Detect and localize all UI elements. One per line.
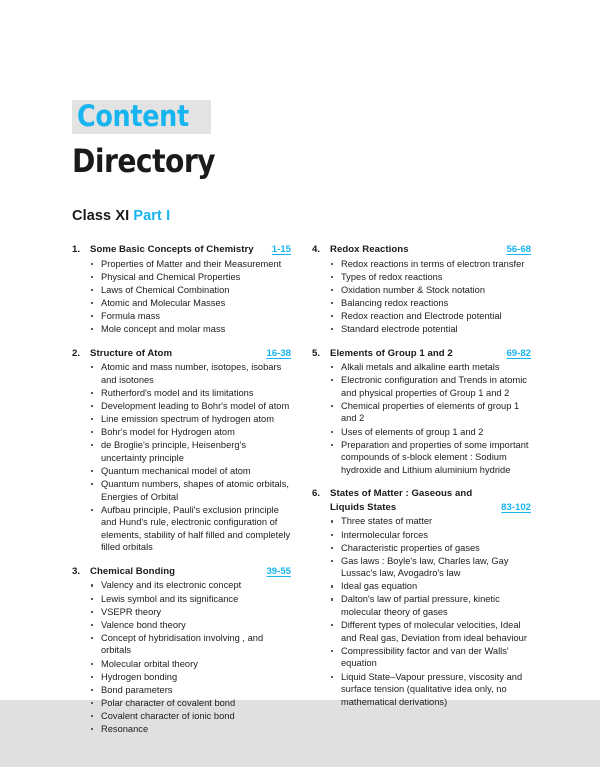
topic-item[interactable] [90,632,291,657]
topic-item[interactable] [90,426,291,439]
bullet-icon [331,534,333,536]
chapter-number: 3. [72,565,81,577]
chapter-header[interactable] [72,243,291,257]
topic-item[interactable] [90,710,291,723]
bullet-icon [91,483,93,485]
topic-item[interactable] [90,310,291,323]
topic-item[interactable] [330,580,531,593]
topic-label: Mole concept and molar mass [101,323,226,334]
bullet-icon [91,405,93,407]
topic-item[interactable] [90,697,291,710]
bullet-icon [331,431,333,433]
topic-label: Quantum mechanical model of atom [101,465,251,476]
bullet-icon [331,444,333,446]
topic-item[interactable] [330,271,531,284]
topic-label: Bohr's model for Hydrogen atom [101,427,235,438]
topic-label: Properties of Matter and their Measurement [101,258,282,269]
page-title-content: Content [77,99,189,133]
chapter-page-range[interactable]: 83-102 [501,501,531,513]
topic-item[interactable] [330,426,531,439]
topic-label: Rutherford's model and its limitations [101,387,254,398]
chapter-header[interactable] [312,243,531,257]
class-subtitle [72,208,532,224]
bullet-icon [91,509,93,511]
topic-item[interactable] [330,284,531,297]
chapter-title-area [90,565,291,579]
chapter-page-range[interactable]: 39-55 [266,565,291,577]
bullet-icon [331,650,333,652]
topic-item[interactable] [90,387,291,400]
topic-item[interactable] [330,619,531,644]
chapter-title: Redox Reactions [330,244,409,255]
topic-label: Polar character of covalent bond [101,697,236,708]
topic-label: Three states of matter [341,516,433,527]
topic-label: Oxidation number & Stock notation [341,284,485,295]
bullet-icon [91,302,93,304]
bullet-icon [91,689,93,691]
topic-label: Aufbau principle, Pauli's exclusion principle and Hund's rule, electronic configuration of elements, stability of half filled and completely filled orbitals [101,504,291,553]
part-label: Part I [133,208,171,224]
topic-label: Quantum numbers, shapes of atomic orbitals, Energies of Orbital [101,478,290,502]
topic-label: Valency and its electronic concept [101,580,242,591]
chapter-number: 1. [72,244,81,255]
bullet-icon [331,624,333,626]
bullet-icon [331,302,333,304]
chapter-header[interactable] [312,347,531,361]
class-label: Class XI [72,208,130,224]
topic-item[interactable] [90,504,291,554]
chapter-title-area [90,243,291,257]
topic-item[interactable] [90,323,291,336]
bullet-icon [331,547,333,549]
topic-item[interactable] [330,374,531,399]
bullet-icon [91,611,93,613]
bullet-icon [331,585,333,587]
bullet-icon [331,366,333,368]
chapter-topic-list [312,515,531,708]
topic-item[interactable] [90,413,291,426]
chapter-topic-list [72,258,291,336]
toc-column-right [312,243,531,709]
topic-label: Laws of Chemical Combination [101,284,230,295]
chapter-title: Chemical Bonding [90,565,176,577]
topic-label: Line emission spectrum of hydrogen atom [101,413,274,424]
topic-label: Gas laws : Boyle's law, Charles law, Gay Lussac's law, Avogadro's law [341,555,509,579]
bullet-icon [91,676,93,678]
bullet-icon [331,276,333,278]
chapter-topic-list [312,361,531,476]
chapter-title-line-2: Liquids States [330,501,397,513]
bullet-icon [91,418,93,420]
bullet-icon [331,289,333,291]
bullet-icon [331,405,333,407]
chapter-page-range[interactable]: 16-38 [266,347,291,359]
chapter-title-area [90,347,291,361]
page-content [72,100,532,736]
topic-label: Chemical properties of elements of group 1 and 2 [341,400,520,424]
content-title-highlight [72,100,211,134]
bullet-icon [91,624,93,626]
topic-item[interactable] [90,684,291,697]
toc-chapter[interactable] [72,243,291,336]
chapter-topic-list [72,579,291,735]
bullet-icon [91,663,93,665]
toc-chapter[interactable] [312,487,531,708]
topic-label: Liquid State–Vapour pressure, viscosity and surface tension (qualitative idea only, no mathematical derivations) [341,671,523,707]
topic-item[interactable] [330,671,531,709]
bullet-icon [331,598,333,600]
topic-label: Development leading to Bohr's model of atom [101,400,290,411]
topic-item[interactable] [90,723,291,736]
bullet-icon [91,598,93,600]
topic-label: Preparation and properties of some important compounds of s-block element : Sodium hydroxide and Lithium aluminium hydride [341,439,529,475]
topic-label: Resonance [101,724,149,734]
topic-label: Intermolecular forces [341,529,429,540]
chapter-topic-list [72,361,291,554]
topic-item[interactable] [330,542,531,555]
topic-item[interactable] [330,555,531,580]
topic-label: Compressibility factor and van der Walls' equation [341,645,509,669]
topic-label: Physical and Chemical Properties [101,271,241,282]
topic-label: Alkali metals and alkaline earth metals [341,362,500,373]
chapter-number: 5. [312,347,321,359]
topic-label: Uses of elements of group 1 and 2 [341,426,484,437]
topic-label: Ideal gas equation [341,581,418,592]
bullet-icon [331,379,333,381]
topic-item[interactable] [90,297,291,310]
chapter-title: Some Basic Concepts of Chemistry [90,244,254,255]
bullet-icon [91,315,93,317]
topic-item[interactable] [330,400,531,425]
toc-column-left [72,243,291,736]
topic-item[interactable] [90,465,291,478]
topic-label: Redox reaction and Electrode potential [341,310,502,321]
chapter-number: 4. [312,244,321,255]
topic-label: Molecular orbital theory [101,658,198,669]
topic-item[interactable] [330,361,531,374]
topic-label: Characteristic properties of gases [341,542,480,553]
chapter-page-range[interactable]: 56-68 [506,244,531,255]
topic-item[interactable] [90,579,291,592]
chapter-title: Elements of Group 1 and 2 [330,347,453,359]
bullet-icon [91,276,93,278]
topic-item[interactable] [90,439,291,464]
bullet-icon [331,315,333,317]
masthead [72,99,532,180]
topic-item[interactable] [330,323,531,336]
topic-item[interactable] [90,658,291,671]
chapter-header[interactable] [312,487,531,514]
bullet-icon [91,584,93,586]
chapter-title-line-1: States of Matter : Gaseous and [330,488,473,500]
topic-item[interactable] [330,439,531,477]
topic-label: Lewis symbol and its significance [101,593,239,604]
chapter-page-range[interactable]: 1-15 [271,244,291,255]
chapter-number: 2. [72,347,81,359]
topic-item[interactable] [90,619,291,632]
bullet-icon [91,392,93,394]
topic-item[interactable] [330,593,531,618]
topic-label: Electronic configuration and Trends in atomic and physical properties of Group 1 and 2 [341,375,527,398]
bullet-icon [91,702,93,704]
bullet-icon [331,676,333,678]
topic-item[interactable] [330,297,531,310]
bullet-icon [331,520,333,522]
bullet-icon [91,728,93,730]
topic-item[interactable] [90,361,291,386]
toc-chapter[interactable] [312,243,531,336]
bullet-icon [91,289,93,291]
chapter-number: 6. [312,488,321,500]
topic-item[interactable] [330,645,531,670]
topic-item[interactable] [90,258,291,271]
chapter-title-area [330,487,531,514]
topic-item[interactable] [90,671,291,684]
topic-item[interactable] [90,593,291,606]
topic-label: VSEPR theory [101,606,162,617]
topic-item[interactable] [90,400,291,413]
topic-label: Types of redox reactions [341,271,443,282]
topic-label: Dalton's law of partial pressure, kinetic molecular theory of gases [341,594,500,618]
chapter-header[interactable] [72,565,291,579]
bullet-icon [91,715,93,717]
bullet-icon [91,637,93,639]
topic-label: de Broglie's principle, Heisenberg's uncertainty principle [101,440,246,463]
page-title-directory: Directory [72,142,216,180]
topic-label: Concept of hybridisation involving , and orbitals [101,632,264,656]
toc-chapter[interactable] [72,347,291,554]
topic-label: Valence bond theory [101,619,186,630]
toc-columns [72,243,532,736]
chapter-header[interactable] [72,347,291,361]
bullet-icon [91,470,93,472]
topic-label: Atomic and mass number, isotopes, isobars and isotones [101,362,282,385]
chapter-title-area [330,347,531,361]
bullet-icon [91,263,93,265]
topic-label: Different types of molecular velocities, Ideal and Real gas, Deviation from ideal behaviour [341,620,527,643]
bullet-icon [91,366,93,368]
topic-item[interactable] [330,529,531,542]
bullet-icon [91,444,93,446]
bullet-icon [331,263,333,265]
topic-item[interactable] [90,271,291,284]
topic-label: Balancing redox reactions [341,297,449,308]
topic-label: Bond parameters [101,684,173,695]
topic-item[interactable] [330,310,531,323]
toc-chapter[interactable] [312,347,531,477]
topic-item[interactable] [90,478,291,503]
topic-item[interactable] [90,284,291,297]
bullet-icon [331,328,333,330]
topic-label: Formula mass [101,310,161,321]
topic-label: Standard electrode potential [341,323,458,334]
topic-item[interactable] [330,515,531,528]
bullet-icon [331,560,333,562]
topic-label: Hydrogen bonding [101,671,178,682]
bullet-icon [91,328,93,330]
chapter-title: Structure of Atom [90,347,173,359]
topic-item[interactable] [330,258,531,271]
chapter-page-range[interactable]: 69-82 [506,347,531,359]
topic-label: Atomic and Molecular Masses [101,297,226,308]
topic-label: Redox reactions in terms of electron transfer [341,258,525,269]
topic-item[interactable] [90,606,291,619]
topic-label: Covalent character of ionic bond [101,710,235,721]
chapter-topic-list [312,258,531,336]
chapter-title-area [330,243,531,257]
toc-chapter[interactable] [72,565,291,736]
bullet-icon [91,431,93,433]
